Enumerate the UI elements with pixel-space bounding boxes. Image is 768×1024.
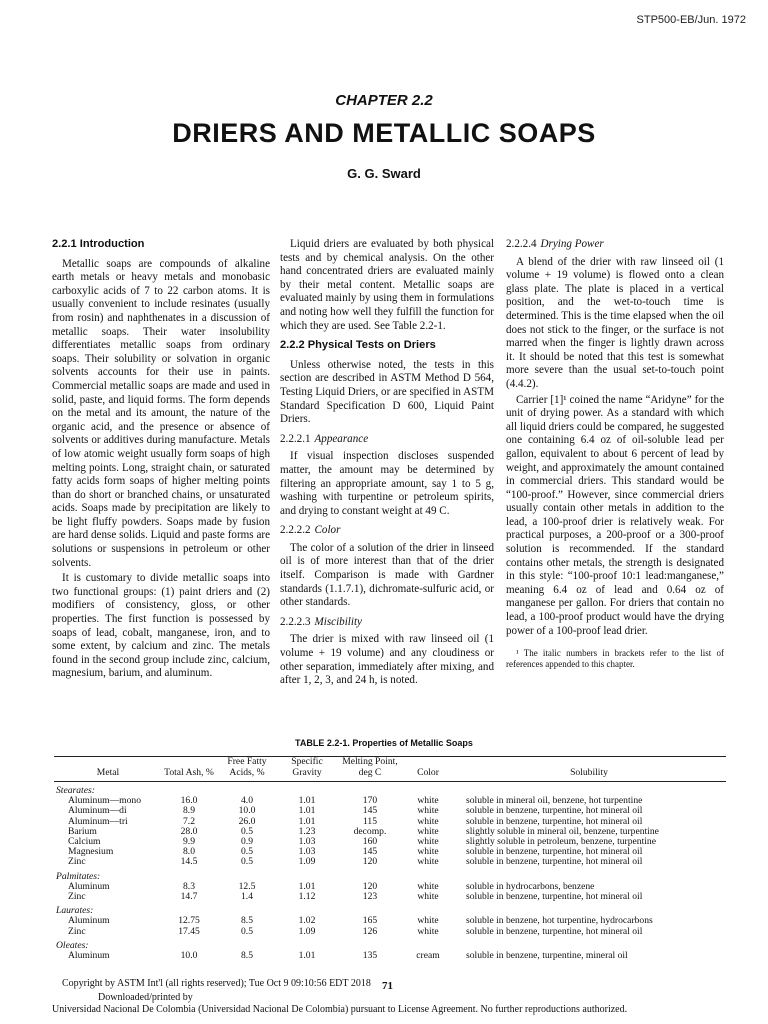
subsection-heading-miscibility: 2.2.2.3 Miscibility — [280, 615, 362, 628]
table-group-label: Oleates: — [56, 939, 89, 951]
footnote: ¹ The italic numbers in brackets refer to the list of references appended to this chapter. — [506, 648, 724, 670]
table-cell: soluble in benzene, hot turpentine, hydrocarbons — [466, 915, 653, 927]
table-cell: Aluminum — [68, 915, 110, 927]
table-cell: Magnesium — [68, 846, 114, 858]
table-cell: 0.9 — [241, 836, 253, 848]
paragraph: It is customary to divide metallic soaps into two functional groups: (1) paint driers and (2) modifiers of consistency, gloss, or other properties. The first function is possessed by soaps of lead, cobalt, manganese, iron, and to some extent, by calcium and zinc. The metals found in the second group include zinc, calcium, magnesium, barium, and aluminum. — [52, 572, 270, 680]
subsection-heading-appearance: 2.2.2.1 Appearance — [280, 432, 369, 445]
table-group-label: Stearates: — [56, 785, 95, 796]
table-cell: 135 — [362, 950, 378, 962]
table-cell: soluble in mineral oil, benzene, hot turpentine — [466, 795, 643, 807]
column-2 — [280, 238, 494, 690]
table-cell: 1.01 — [298, 805, 316, 817]
table-cell: 8.5 — [241, 915, 253, 927]
table-cell: Aluminum — [68, 950, 110, 962]
chapter-label: CHAPTER 2.2 — [335, 92, 433, 109]
paragraph: Unless otherwise noted, the tests in this section are described in ASTM Method D 564, Testing Liquid Driers, or are specified in ASTM Standard Specification D 600, Liquid Paint Driers. — [280, 358, 494, 426]
table-cell: white — [417, 836, 439, 848]
table-cell: soluble in benzene, turpentine, hot mineral oil — [466, 925, 643, 937]
paragraph: Metallic soaps are compounds of alkaline earth metals or heavy metals and monobasic carboxylic acids of 7 to 22 carbon atoms. It is usually convenient to include resinates (usually from rosin) and naphthenates in a discussion of metallic soaps. Their water insolubility differentiates metallic soaps from ordinary soaps. Their solubility or solvation in organic solvents accounts for their use in paints. Commercial metallic soaps are made and used in solid, paste, and liquid forms. The form depends on the metal and its amount, the nature of the organic acid, and the presence or absence of solvents or additives during manufacture. Metals of low atomic weight usually form soaps of high melting points. Long, straight chain, or saturated fatty acids form soaps of higher melting points than do short or branched chains, or unsaturated acids. Soaps made by precipitation are likely to be light fluffy powders. Soaps made by fusion are hard dense solids. Liquid and paste forms are solutions or suspensions in petroleum or other solvents. — [52, 257, 270, 569]
table-cell: 1.01 — [298, 815, 316, 827]
copyright-line: Copyright by ASTM Int'l (all rights reserved); Tue Oct 9 09:10:56 EDT 2018 — [62, 978, 371, 989]
table-cell: 1.02 — [298, 915, 316, 927]
table-cell: 123 — [362, 891, 378, 903]
table-group-row — [54, 937, 726, 951]
table-cell: slightly soluble in mineral oil, benzene, turpentine — [466, 825, 659, 837]
table-group-row — [54, 902, 726, 916]
table-cell: 1.03 — [298, 836, 316, 848]
table-cell: 0.5 — [241, 846, 253, 858]
table-cell: 10.0 — [180, 950, 198, 962]
table-cell: 165 — [362, 915, 378, 927]
table-cell: soluble in benzene, turpentine, mineral oil — [466, 950, 628, 962]
table-cell: soluble in hydrocarbons, benzene — [466, 880, 595, 892]
table-cell: 1.23 — [298, 825, 316, 837]
paragraph: The drier is mixed with raw linseed oil (1 volume + 19 volume) and any cloudiness or other separation, immediately after mixing, and after 1, 2, 3, and 24 h, is noted. — [280, 633, 494, 687]
table-cell: Zinc — [68, 856, 86, 868]
table-cell: Aluminum—tri — [68, 815, 128, 827]
page-number: 71 — [382, 980, 393, 992]
table-cell: 7.2 — [183, 815, 195, 827]
table-cell: 170 — [362, 795, 378, 807]
subsection-heading-drying-power: 2.2.2.4 Drying Power — [506, 238, 604, 250]
table-header-row — [54, 757, 726, 782]
paragraph: A blend of the drier with raw linseed oil (1 volume + 19 volume) is flowed onto a clean glass plate. The plate is placed in a vertical position, and the wet-to-touch time is determined. This is the time elapsed when the oil does not stick to the finger, or the surface is not marred when the finger is lightly drawn across it. It should be noted that this test is somewhat more severe than the usual set-to-touch point (4.4.2). — [506, 255, 724, 390]
properties-table — [54, 756, 726, 961]
table-row — [54, 927, 726, 937]
table-group-label: Palmitates: — [56, 870, 101, 882]
document-id: STP500-EB/Jun. 1972 — [636, 14, 746, 26]
table-cell: 0.5 — [241, 856, 253, 868]
table-cell: 1.01 — [298, 795, 316, 807]
table-cell: 28.0 — [180, 825, 198, 837]
table-cell: 26.0 — [238, 815, 256, 827]
author: G. G. Sward — [347, 166, 421, 181]
column-header: Melting Point, deg C — [342, 756, 398, 778]
table-cell: soluble in benzene, turpentine, hot mineral oil — [466, 815, 643, 827]
table-cell: 1.09 — [298, 925, 316, 937]
table-cell: Calcium — [68, 836, 101, 848]
table-cell: white — [417, 846, 439, 858]
table-cell: 120 — [362, 856, 378, 868]
table-cell: 0.5 — [241, 825, 253, 837]
table-cell: white — [417, 891, 439, 903]
page-title: DRIERS AND METALLIC SOAPS — [172, 118, 596, 148]
column-header: Free Fatty Acids, % — [227, 756, 267, 778]
table-cell: 1.09 — [298, 856, 316, 868]
table-cell: soluble in benzene, turpentine, hot mineral oil — [466, 846, 643, 858]
table-body — [54, 782, 726, 962]
table-cell: soluble in benzene, turpentine, hot mineral oil — [466, 805, 643, 817]
paragraph: Carrier [1]¹ coined the name “Aridyne” for the unit of drying power. As a standard with which all liquid driers could be compared, he suggested one containing 6.4 oz of oil-soluble lead per gallon, equivalent to about 6 percent of lead by weight, and approximately the amount contained in commercial driers. This standard would be “100-proof.” However, since commercial driers usually contain other metals in addition to the lead, a 100-proof drier is relatively weak. For practical purposes, a 200-proof or a 300-proof solution is recommended. If the standard contains other metals, the strength is designated in this style: “100-proof 10:1 lead:manganese,” meaning 6.4 oz of lead and 0.64 oz of manganese per gallon. For driers that contain no lead, a 100-proof product would have the drying power of a 100-proof lead drier. — [506, 393, 724, 637]
table-cell: white — [417, 805, 439, 817]
subsection-heading-color: 2.2.2.2 Color — [280, 524, 341, 537]
table-group-row — [54, 782, 726, 797]
table-group-row — [54, 868, 726, 882]
table-title: TABLE 2.2-1. Properties of Metallic Soaps — [295, 738, 473, 748]
section-heading-physical-tests: 2.2.2 Physical Tests on Driers — [280, 339, 436, 352]
table-cell: Zinc — [68, 925, 86, 937]
table-cell: white — [417, 856, 439, 868]
table-cell: soluble in benzene, turpentine, hot mineral oil — [466, 891, 643, 903]
table-cell: 1.03 — [298, 846, 316, 858]
table-cell: 8.9 — [183, 805, 195, 817]
table-cell: 160 — [362, 836, 378, 848]
table-cell: 8.3 — [183, 880, 195, 892]
table-cell: 120 — [362, 880, 378, 892]
table-cell: slightly soluble in petroleum, benzene, turpentine — [466, 836, 656, 848]
table-cell: white — [417, 795, 439, 807]
table-cell: Barium — [68, 825, 97, 837]
table-cell: 126 — [362, 925, 378, 937]
column-header: Color — [417, 766, 439, 778]
table-cell: 145 — [362, 805, 378, 817]
table-cell: 1.4 — [241, 891, 253, 903]
table-cell: 1.01 — [298, 880, 316, 892]
table-cell: soluble in benzene, turpentine, hot mineral oil — [466, 856, 643, 868]
table-cell: 4.0 — [241, 795, 253, 807]
table-row — [54, 857, 726, 867]
column-3 — [506, 238, 724, 672]
table-cell: 12.5 — [238, 880, 256, 892]
table-cell: 0.5 — [241, 925, 253, 937]
table-cell: white — [417, 925, 439, 937]
table-cell: 1.01 — [298, 950, 316, 962]
table-cell: 1.12 — [298, 891, 316, 903]
table-cell: 12.75 — [178, 915, 200, 927]
table-cell: 8.0 — [183, 846, 195, 858]
download-line: Downloaded/printed by — [98, 992, 193, 1003]
table-cell: Zinc — [68, 891, 86, 903]
table-cell: 8.5 — [241, 950, 253, 962]
table-cell: cream — [416, 950, 440, 962]
license-line: Universidad Nacional De Colombia (Universidad Nacional De Colombia) pursuant to License Agreement. No further reproductions authorized. — [52, 1004, 628, 1015]
table-cell: 10.0 — [238, 805, 256, 817]
table-cell: white — [417, 915, 439, 927]
column-header: Total Ash, % — [164, 766, 214, 778]
column-1 — [52, 238, 270, 683]
column-header: Specific Gravity — [291, 756, 323, 778]
section-heading-introduction: 2.2.1 Introduction — [52, 238, 145, 250]
table-cell: 145 — [362, 846, 378, 858]
table-cell: 9.9 — [183, 836, 195, 848]
table-cell: 14.5 — [180, 856, 198, 868]
table-row — [54, 892, 726, 902]
table-cell: decomp. — [353, 825, 387, 837]
table-row — [54, 951, 726, 961]
table-cell: white — [417, 815, 439, 827]
table-cell: Aluminum — [68, 880, 110, 892]
table-cell: Aluminum—di — [68, 805, 127, 817]
table-group-label: Laurates: — [56, 905, 94, 917]
table-cell: 17.45 — [178, 925, 200, 937]
table-cell: white — [417, 880, 439, 892]
table-cell: 16.0 — [180, 795, 198, 807]
table-cell: 115 — [362, 815, 378, 827]
table-cell: 14.7 — [180, 891, 198, 903]
table-cell: white — [417, 825, 439, 837]
paragraph: If visual inspection discloses suspended matter, the amount may be determined by filtering an appropriate amount, say 1 to 5 g, washing with turpentine or petroleum spirits, and drying to constant weight at 49 C. — [280, 450, 494, 517]
column-header: Solubility — [570, 766, 608, 778]
paragraph: The color of a solution of the drier in linseed oil is of more interest than that of the drier itself. Comparison is made with Gardner standards (1.1.7.1), dichromate-sulfuric acid, or other standards. — [280, 541, 494, 609]
column-header: Metal — [96, 766, 120, 778]
table-cell: Aluminum—mono — [68, 795, 142, 807]
paragraph: Liquid driers are evaluated by both physical tests and by chemical analysis. On the other hand concentrated driers are evaluated mainly by their metal content. Metallic soaps are evaluated mainly by using them in formulations and noting how well they fulfill the function for which they are used. See Table 2.2-1. — [280, 238, 494, 332]
